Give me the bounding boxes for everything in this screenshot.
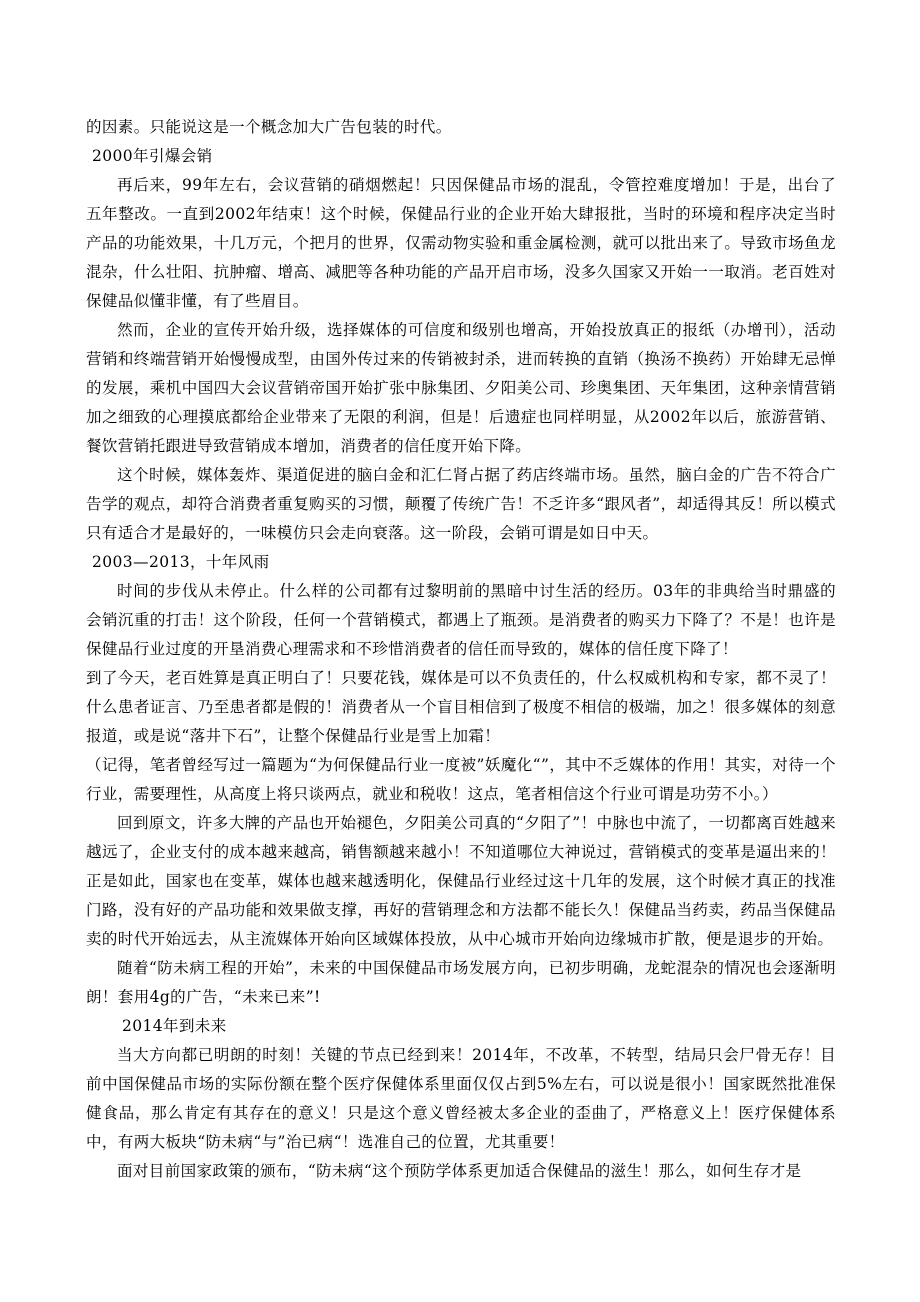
paragraph: 这个时候，媒体轰炸、渠道促进的脑白金和汇仁肾占据了药店终端市场。虽然，脑白金的广告不符合广告学的观点，却符合消费者重复购买的习惯，颠覆了传统广告！不乏许多“跟风者”，却适得其反！所以模式只有适合才是最好的，一味模仿只会走向衰落。这一阶段，会销可谓是如日中天。 xyxy=(86,466,836,542)
paragraph: 回到原文，许多大牌的产品也开始褪色，夕阳美公司真的“夕阳了”！中脉也中流了，一切都离百姓越来越远了，企业支付的成本越来越高，销售额越来越小！不知道哪位大神说过，营销模式的变革是逼出来的！正是如此，国家也在变革，媒体也越来越透明化，保健品行业经过这十几年的发展，这个时候才真正的找准门路，没有好的产品功能和效果做支撑，再好的营销理念和方法都不能长久！保健品当药卖，药品当保健品卖的时代开始远去，从主流媒体开始向区域媒体投放，从中心城市开始向边缘城市扩散，便是退步的开始。 xyxy=(86,814,836,948)
paragraph: 面对目前国家政策的颁布，“防未病“这个预防学体系更加适合保健品的滋生！那么，如何生存才是 xyxy=(117,1162,802,1180)
section-heading: 2014年到未来 xyxy=(122,1017,227,1035)
paragraph: 的因素。只能说这是一个概念加大广告包装的时代。 xyxy=(86,118,452,136)
paragraph: 到了今天，老百姓算是真正明白了！只要花钱，媒体是可以不负责任的，什么权威机构和专家，都不灵了！什么患者证言、乃至患者都是假的！消费者从一个盲目相信到了极度不相信的极端，加之！很多媒体的刻意报道，或是说“落井下石”，让整个保健品行业是雪上加霜！ xyxy=(86,669,836,745)
document-body xyxy=(86,113,836,1186)
paragraph: 再后来，99年左右，会议营销的硝烟燃起！只因保健品市场的混乱，令管控难度增加！于是，出台了五年整改。一直到2002年结束！这个时候，保健品行业的企业开始大肆报批，当时的环境和程序决定当时产品的功能效果，十几万元，个把月的世界，仅需动物实验和重金属检测，就可以批出来了。导致市场鱼龙混杂，什么壮阳、抗肿瘤、增高、减肥等各种功能的产品开启市场，没多久国家又开始一一取消。老百姓对保健品似懂非懂，有了些眉目。 xyxy=(86,176,836,310)
paragraph: 当大方向都已明朗的时刻！关键的节点已经到来！2014年，不改革，不转型，结局只会尸骨无存！目前中国保健品市场的实际份额在整个医疗保健体系里面仅仅占到5%左右，可以说是很小！国家既然批准保健食品，那么肯定有其存在的意义！只是这个意义曾经被太多企业的歪曲了，严格意义上！医疗保健体系中，有两大板块“防未病“与”治已病“！选准自己的位置，尤其重要！ xyxy=(86,1046,836,1151)
paragraph: 然而，企业的宣传开始升级，选择媒体的可信度和级别也增高，开始投放真正的报纸（办增刊），活动营销和终端营销开始慢慢成型，由国外传过来的传销被封杀，进而转换的直销（换汤不换药）开始肆无忌惮的发展，乘机中国四大会议营销帝国开始扩张中脉集团、夕阳美公司、珍奥集团、天年集团，这种亲情营销加之细致的心理摸底都给企业带来了无限的利润，但是！后遗症也同样明显，从2002年以后，旅游营销、餐饮营销托跟进导致营销成本增加，消费者的信任度开始下降。 xyxy=(86,321,836,455)
paragraph: （记得，笔者曾经写过一篇题为“为何保健品行业一度被”妖魔化“”，其中不乏媒体的作用！其实，对待一个行业，需要理性，从高度上将只谈两点，就业和税收！这点，笔者相信这个行业可谓是功劳不小。） xyxy=(86,756,836,803)
section-heading: 2003—2013，十年风雨 xyxy=(92,553,270,571)
section-heading: 2000年引爆会销 xyxy=(92,147,213,165)
paragraph: 时间的步伐从未停止。什么样的公司都有过黎明前的黑暗中讨生活的经历。03年的非典给当时鼎盛的会销沉重的打击！这个阶段，任何一个营销模式，都遇上了瓶颈。是消费者的购买力下降了？不是！也许是保健品行业过度的开垦消费心理需求和不珍惜消费者的信任而导致的，媒体的信任度下降了！ xyxy=(86,582,836,658)
paragraph: 随着“防未病工程的开始”，未来的中国保健品市场发展方向，已初步明确，龙蛇混杂的情况也会逐渐明朗！套用4g的广告，“未来已来”! xyxy=(86,959,836,1006)
